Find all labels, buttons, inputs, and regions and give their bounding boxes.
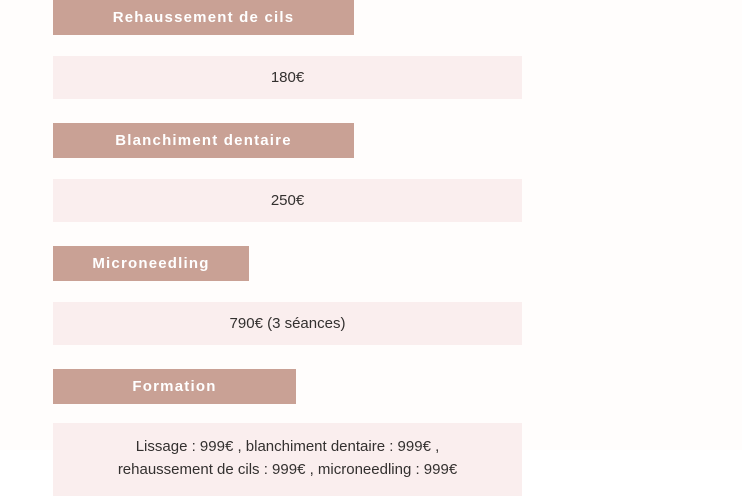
- spacer: [0, 345, 750, 369]
- service-title-rehaussement-de-cils: Rehaussement de cils: [53, 0, 354, 35]
- service-block-microneedling: [0, 246, 750, 345]
- service-price-rehaussement-de-cils: 180€: [53, 56, 522, 99]
- spacer: [0, 99, 750, 123]
- service-price-formation: Lissage : 999€ , blanchiment dentaire : 999€ , rehaussement de cils : 999€ , microneedling : 999€: [53, 423, 522, 496]
- service-price-blanchiment-dentaire: 250€: [53, 179, 522, 222]
- page-right-margin: [742, 0, 750, 450]
- service-price-microneedling: 790€ (3 séances): [53, 302, 522, 345]
- spacer: [0, 35, 750, 56]
- service-block-rehaussement-de-cils: [0, 0, 750, 99]
- spacer: [0, 281, 750, 302]
- spacer: [0, 222, 750, 246]
- service-title-blanchiment-dentaire: Blanchiment dentaire: [53, 123, 354, 158]
- service-block-blanchiment-dentaire: [0, 123, 750, 222]
- spacer: [0, 404, 750, 423]
- spacer: [0, 158, 750, 179]
- service-title-microneedling: Microneedling: [53, 246, 249, 281]
- service-block-formation: [0, 369, 750, 496]
- service-title-formation: Formation: [53, 369, 296, 404]
